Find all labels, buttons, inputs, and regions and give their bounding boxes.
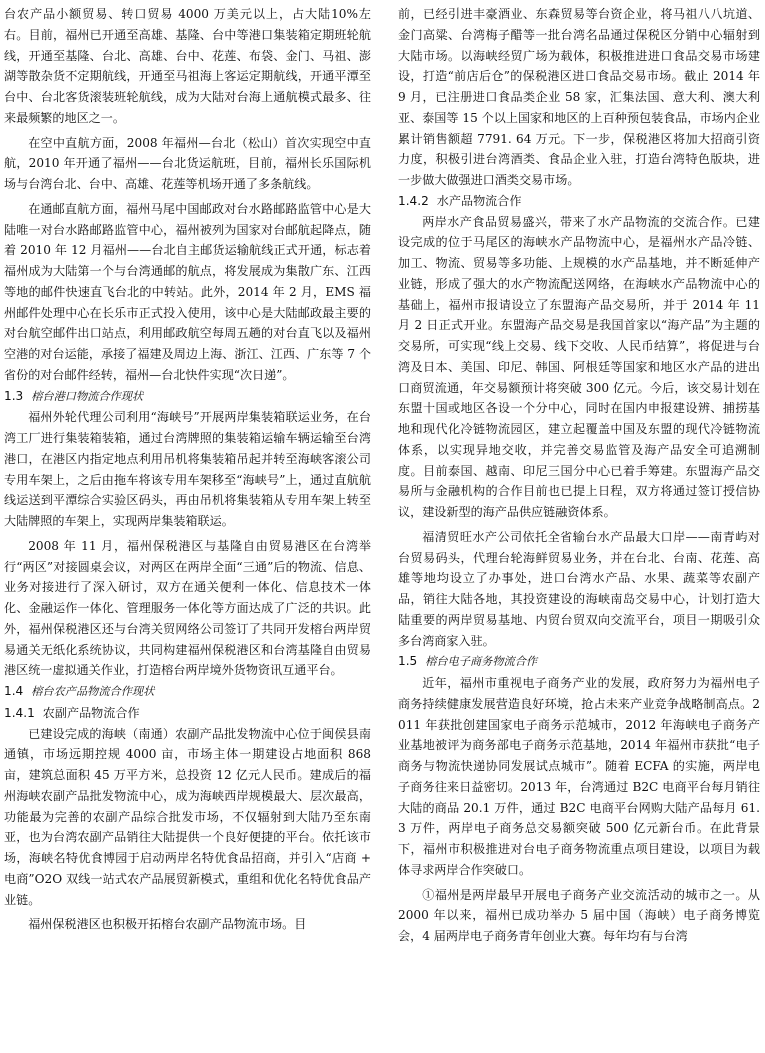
paragraph: 近年，福州市重视电子商务产业的发展，政府努力为福州电子商务持续健康发展营造良好环境，抢占未来产业竞争战略制高点。2011 年获批创建国家电子商务示范城市，2012 年海峡电子商务产业基地被评为商务部电子商务示范基地，2014 年福州市获批“电子商务与物流快递协同发展试点城市”。随着 ECFA 的实施，两岸电子商务往来日益密切。2013 年，台湾通过 B2C 电商平台每月销往大陆的商品 20.1 万件，通过 B2C 电商平台网购大陆产品每月 61.3 万件，两岸电子商务总交易额突破 500 亿元新台币。在此背景下，福州市积极推进对台电子商务物流重点项目建设，以项目为载体寻求两岸合作突破口。	[398, 676, 760, 877]
paragraph: 福清贸旺水产公司依托全省输台水产品最大口岸——南青屿对台贸易码头，代理台轮海鲜贸易业务，并在台北、台南、花莲、高雄等地均设立了办事处，进口台湾水产品、水果、蔬菜等农副产品，销往大陆各地，其投资建设的海峡南岛交易中心，计划打造大陆重要的两岸贸易基地、内贸台贸双向交流平台，项目一期吸引众多台湾商家入驻。	[398, 529, 760, 648]
subsection-heading-1-4-1	[4, 703, 371, 724]
section-number: 1.5	[398, 654, 418, 669]
paragraph: 两岸水产食品贸易盛兴，带来了水产品物流的交流合作。已建设完成的位于马尾区的海峡水产品物流中心，是福州水产品冷链、加工、物流、贸易等多功能、上规模的水产品基地，并不断延伸产业链，形成了强大的水产物流配送网络，在海峡水产品物流中心的基础上，福州市报请设立了东盟海产品交易所，并于 2014 年 11 月 2 日正式开业。东盟海产品交易是我国首家以“海产品”为主题的交易所，可实现“线上交易、线下交收、人民币结算”，将促进与台湾及日本、美国、印尼、韩国、阿根廷等国家和地区水产品的进出口商贸流通，年交易额预计将突破 300 亿元。今后，该交易计划在东盟十国或地区各设一个分中心，同时在国内申报建设辨、捕捞基地和现代化冷链物流园区，建立起覆盖中国及东盟的现代冷链物流体系，以实现异地交收，并完善交易监管及海产品安全可追溯制度。目前泰国、越南、印尼三国分中心已着手筹建。东盟海产品交易所与金融机构的合作目前也已提上日程，双方将通过签订授信协议，建设新型的海产品供应链融资体系。	[398, 214, 760, 519]
subsection-title: 水产品物流合作	[436, 193, 522, 208]
subsection-number: 1.4.2	[398, 193, 429, 208]
left-column	[4, 4, 371, 935]
section-heading-1-4	[4, 681, 371, 703]
right-column	[398, 4, 760, 947]
paragraph: 在空中直航方面，2008 年福州—台北（松山）首次实现空中直航，2010 年开通了福州——台北货运航班，目前，福州长乐国际机场与台湾台北、台中、高雄、花莲等机场开通了多条航线。	[4, 135, 371, 191]
subsection-number: 1.4.1	[4, 705, 35, 720]
section-title: 榕台电子商务物流合作	[425, 655, 538, 669]
section-number: 1.4	[4, 684, 24, 698]
section-number: 1.3	[4, 388, 24, 403]
paragraph: 已建设完成的海峡（南通）农副产品批发物流中心位于闽侯县南通镇，市场远期控规 4000 亩，市场主体一期建设占地面积 868 亩，建筑总面积 45 万平方米，总投资 12 亿元人民币。建成后的福州海峡农副产品批发物流中心，成为海峡西岸规模最大、层次最高，功能最为完善的农副产品综合批发市场，不仅辐射到大陆乃至东南亚，也为台湾农副产品销往大陆提供一个良好便捷的平台。依托该市场，海峡名特优食博园于启动两岸名特优食品招商，并引入“店商 + 电商”O2O 双线一站式农产品展贸新模式，重组和优化名特优食品产业链。	[4, 726, 371, 907]
paragraph: 前，已经引进丰豪酒业、东森贸易等台资企业，将马祖八八坑道、金门高粱、台湾梅子醋等一批台湾名品通过保税区分销中心辐射到大陆市场。以海峡经贸广场为载体，积极推进进口食品交易市场建设，打造“前店后仓”的保税港区进口食品交易市场。截止 2014 年 9 月，已注册进口食品类企业 58 家，汇集法国、意大利、澳大利亚、泰国等 15 个以上国家和地区的上百种预包装食品，市场内企业累计销售额超 7791. 64 万元。下一步，保税港区将加大招商引资力度，积极引进台湾酒类、食品企业入驻，打造台湾特色版块，进一步做大做强进口酒类交易市场。	[398, 7, 760, 187]
paragraph: 福州外轮代理公司利用“海峡号”开展两岸集装箱联运业务，在台湾工厂进行集装箱装箱，通过台湾牌照的集装箱运输车辆运输至台湾港口，在港区内指定地点利用吊机将集装箱吊起并转至海峡客滚公司专用车架上，之后由拖车将该专用车架移至“海峡号”上，通过直航航线运送到平潭综合实验区码头，再由吊机将集装箱从专用车架上转至大陆牌照的车架上，实现两岸集装箱联运。	[4, 410, 371, 528]
paragraph: 福州保税港区也积极开拓榕台农副产品物流市场。目	[28, 917, 307, 932]
paragraph: 台农产品小额贸易、转口贸易 4000 万美元以上，占大陆10%左右。目前，福州已开通至高雄、基隆、台中等港口集装箱定期班轮航线，开通至基隆、台北、高雄、台中、花莲、布袋、金门、马祖、澎湖等散杂货不定期航线，开通至马祖海上客运定期航线，开通平潭至台中、台北客货滚装班轮航线，成为大陆对台海上通航模式最多、往来最频繁的地区之一。	[4, 7, 371, 125]
subsection-title: 农副产品物流合作	[42, 705, 140, 720]
paragraph: 2008 年 11 月，福州保税港区与基隆自由贸易港区在台湾举行“两区”对接圆桌会议，对两区在两岸全面“三通”后的物流、信息、业务对接进行了深入研讨，双方在通关便利一体化、信息技术一体化、金融运作一体化、管理服务一体化等方面达成了广泛的共识。此外，福州保税港区还与台湾关贸网络公司签订了共同开发榕台两岸贸易通关无纸化系统协议，共同构建福州保税港区和台湾基隆自由贸易港区统一虚拟通关作业，打造榕台两岸境外货物资讯互通平台。	[4, 538, 371, 678]
section-title: 榕台港口物流合作现状	[31, 389, 144, 403]
subsection-heading-1-4-2	[398, 191, 760, 212]
section-heading-1-3	[4, 386, 371, 408]
section-heading-1-5	[398, 651, 760, 673]
paragraph: 在通邮直航方面，福州马尾中国邮政对台水路邮路监管中心是大陆唯一对台水路邮路监管中心，福州被列为国家对台邮航起降点，随着 2010 年 12 月福州——台北自主邮货运输航线正式开通，标志着福州成为大陆第一个与台湾通邮的航点，将发展成为集散广东、江西等地的邮件快速直飞台北的中转站。此外，2014 年 2 月，EMS 福州邮件处理中心在长乐市正式投入使用，该中心是大陆邮政最主要的对台航空邮件出口站点，利用邮政航空每周五趟的对台直飞以及福州空港的对台运能，承接了福建及周边上海、浙江、江西、广东等 7 个省份的对台邮件经转，福州—台北快件实现“次日递”。	[4, 201, 371, 382]
section-title: 榕台农产品物流合作现状	[31, 685, 155, 698]
paragraph: ①福州是两岸最早开展电子商务产业交流活动的城市之一。从 2000 年以来，福州已成功举办 5 届中国（海峡）电子商务博览会，4 届两岸电子商务青年创业大赛。每年均有与台湾	[398, 887, 760, 943]
